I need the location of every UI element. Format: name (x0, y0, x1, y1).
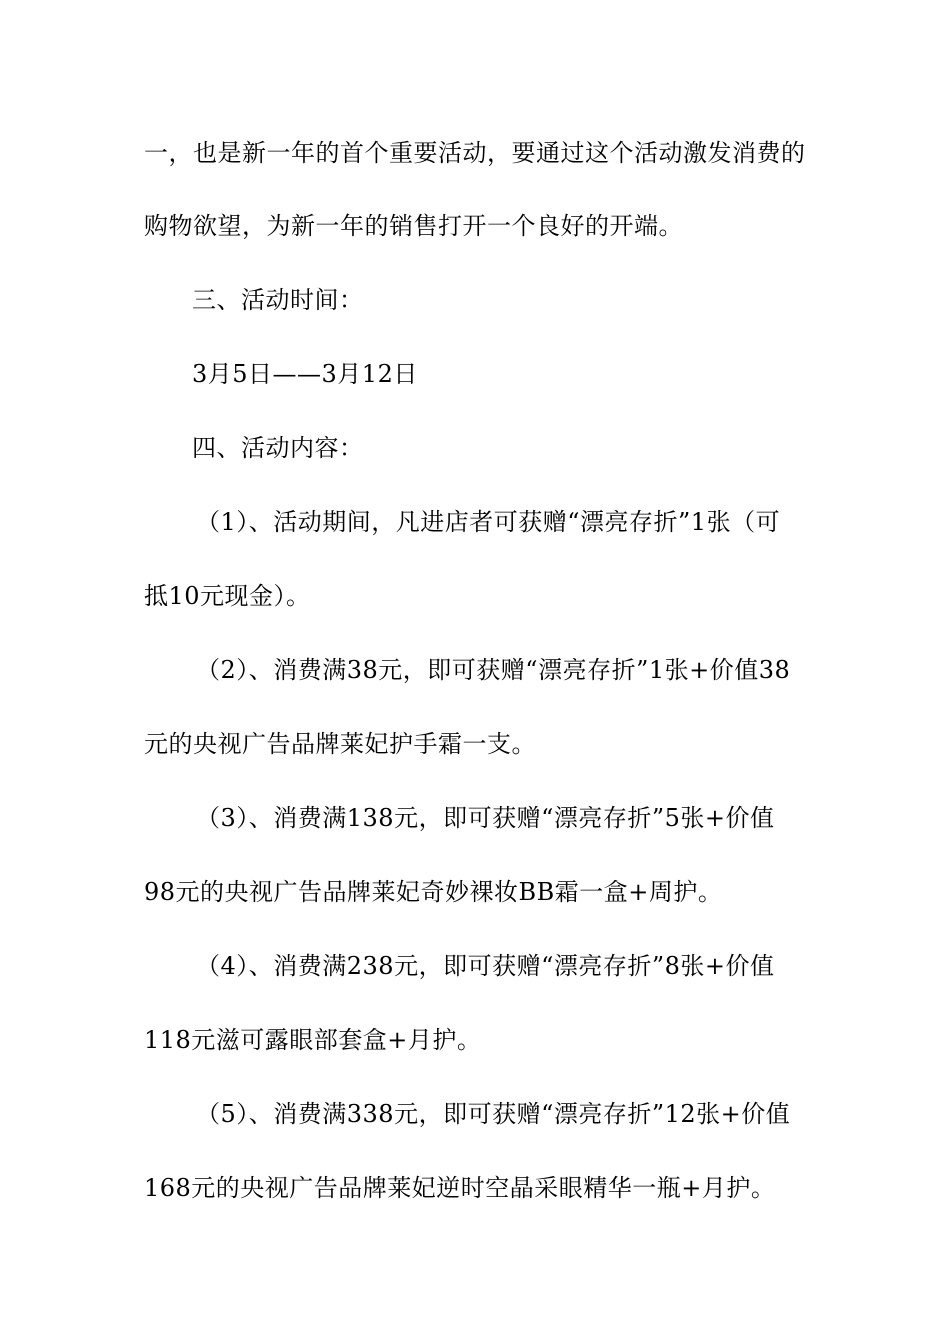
paragraph-line: 购物欲望，为新一年的销售打开一个良好的开端。 (144, 212, 683, 240)
list-item-4-continued: 118元滋可露眼部套盒+月护。 (144, 1026, 482, 1054)
list-item-3-continued: 98元的央视广告品牌莱妃奇妙裸妆BB霜一盒+周护。 (144, 878, 723, 906)
section-heading-time: 三、活动时间： (192, 286, 364, 314)
list-item-3: （3）、消费满138元，即可获赠“漂亮存折”5张+价值 (196, 804, 775, 832)
list-item-1-continued: 抵10元现金）。 (144, 582, 311, 610)
section-heading-content: 四、活动内容： (192, 434, 364, 462)
list-item-2-continued: 元的央视广告品牌莱妃护手霜一支。 (144, 730, 536, 758)
list-item-4: （4）、消费满238元，即可获赠“漂亮存折”8张+价值 (196, 952, 775, 980)
list-item-1: （1）、活动期间，凡进店者可获赠“漂亮存折”1张（可 (196, 508, 781, 536)
list-item-5: （5）、消费满338元，即可获赠“漂亮存折”12张+价值 (196, 1100, 791, 1128)
paragraph-line: 一，也是新一年的首个重要活动，要通过这个活动激发消费的 (144, 139, 806, 167)
list-item-5-continued: 168元的央视广告品牌莱妃逆时空晶采眼精华一瓶+月护。 (144, 1174, 776, 1202)
activity-date-range: 3月5日——3月12日 (192, 360, 418, 388)
list-item-2: （2）、消费满38元，即可获赠“漂亮存折”1张+价值38 (196, 656, 791, 684)
